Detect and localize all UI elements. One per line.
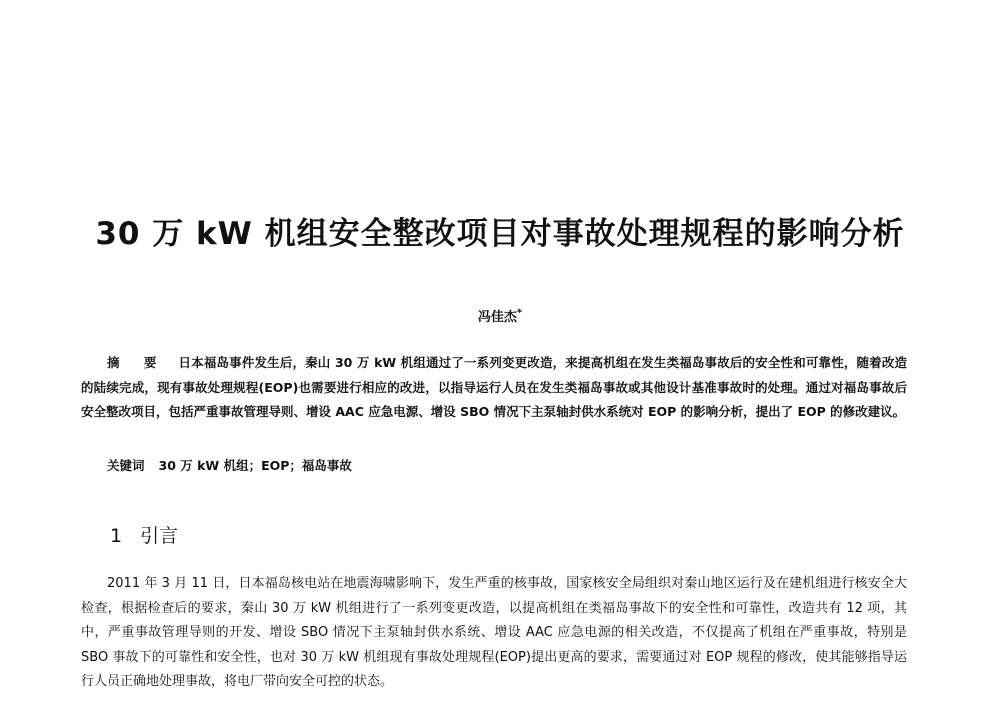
section-number: 1 <box>110 525 123 547</box>
section-title: 引言 <box>140 525 179 547</box>
keywords-block <box>107 456 907 474</box>
abstract-label: 摘 要 <box>107 355 167 370</box>
keywords-text: 30 万 kW 机组；EOP；福岛事故 <box>158 458 352 473</box>
author-name: 冯佳杰 <box>477 310 517 325</box>
body-paragraph: 2011 年 3 月 11 日，日本福岛核电站在地震海啸影响下，发生严重的核事故，国家核安全局组织对秦山地区运行及在建机组进行核安全大检查，根据检查后的要求，秦山 30 万 kW 机组进行了一系列变更改造，以提高机组在类福岛事故下的安全性和可靠性，改造共有 12 项，其中，严重事故管理导则的开发、增设 SBO 情况下主泵轴封供水系统、增设 AAC 应急电源的相关改造，不仅提高了机组在严重事故，特别是 SBO 事故下的可靠性和安全性，也对 30 万 kW 机组现有事故处理规程(EOP)提出更高的要求，需要通过对 EOP 规程的修改，使其能够指导运行人员正确地处理事故，将电厂带向安全可控的状态。 <box>81 576 907 689</box>
keywords-label: 关键词 <box>107 458 145 473</box>
abstract-block <box>81 351 907 425</box>
author-line <box>0 306 1000 325</box>
paper-title: 30 万 kW 机组安全整改项目对事故处理规程的影响分析 <box>95 216 905 252</box>
author-footnote-mark: * <box>516 307 523 319</box>
abstract-text: 日本福岛事件发生后，秦山 30 万 kW 机组通过了一系列变更改造，来提高机组在发生类福岛事故后的安全性和可靠性，随着改造的陆续完成，现有事故处理规程(EOP)也需要进行相应的改进，以指导运行人员在发生类福岛事故或其他设计基准事故时的处理。通过对福岛事故后安全整改项目，包括严重事故管理导则、增设 AAC 应急电源、增设 SBO 情况下主泵轴封供水系统对 EOP 的影响分析，提出了 EOP 的修改建议。 <box>81 355 907 419</box>
section-heading <box>110 521 178 548</box>
